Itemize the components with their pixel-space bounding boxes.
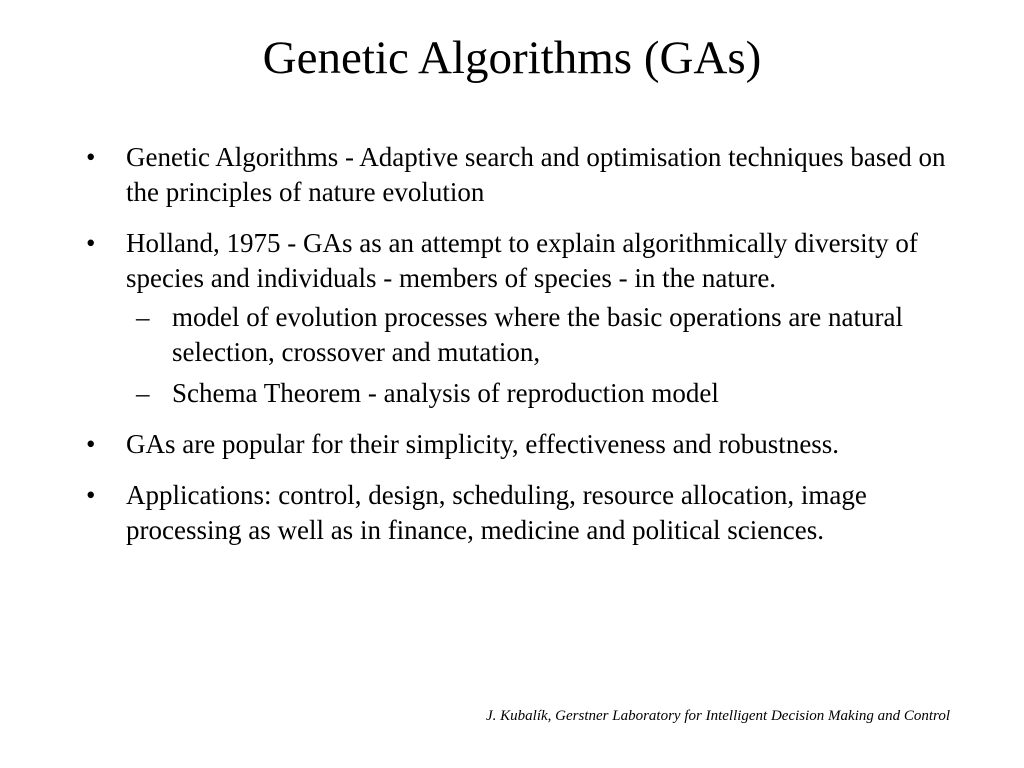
bullet-text: Applications: control, design, scheduling, resource allocation, image processing as well as in finance, medicine and political sciences. xyxy=(126,480,867,545)
bullet-item xyxy=(0,140,946,210)
bullet-marker: • xyxy=(86,480,96,510)
sub-bullet-list xyxy=(126,300,946,411)
bullet-item xyxy=(0,478,946,548)
sub-bullet-item xyxy=(126,300,952,370)
bullet-item xyxy=(0,427,946,462)
bullet-marker: • xyxy=(86,142,96,172)
bullet-marker: • xyxy=(86,228,96,258)
sub-bullet-marker: – xyxy=(136,302,150,332)
bullet-list xyxy=(0,140,1024,564)
bullet-text: Genetic Algorithms - Adaptive search and optimisation techniques based on the principles of nature evolution xyxy=(126,142,946,207)
slide-footer: J. Kubalík, Gerstner Laboratory for Intelligent Decision Making and Control xyxy=(486,708,950,724)
sub-bullet-item xyxy=(126,376,952,411)
bullet-text: Holland, 1975 - GAs as an attempt to explain algorithmically diversity of species and individuals - members of species - in the nature. xyxy=(126,228,918,293)
sub-bullet-marker: – xyxy=(136,378,150,408)
slide-title: Genetic Algorithms (GAs) xyxy=(262,32,762,84)
sub-bullet-text: model of evolution processes where the basic operations are natural selection, crossover and mutation, xyxy=(172,302,903,367)
bullet-text: GAs are popular for their simplicity, effectiveness and robustness. xyxy=(126,429,840,459)
bullet-marker: • xyxy=(86,429,96,459)
bullet-item xyxy=(0,226,946,411)
sub-bullet-text: Schema Theorem - analysis of reproduction model xyxy=(172,378,719,408)
